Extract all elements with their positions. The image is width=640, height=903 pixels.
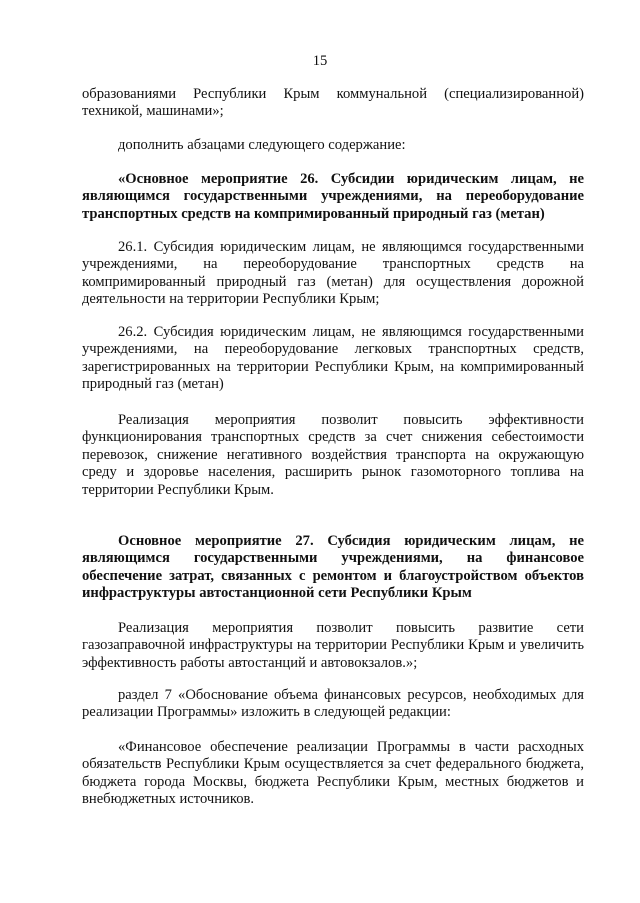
heading-measure-27: Основное мероприятие 27. Субсидия юридическим лицам, не являющимся государственными учреждениями, на финансовое обеспечение затрат, связанных с ремонтом и благоустройством объектов инфраструктуры автостанционной сети Республики Крым — [82, 533, 584, 602]
page-number: 15 — [312, 53, 328, 69]
paragraph-measure-27-effect: Реализация мероприятия позволит повысить развитие сети газозаправочной инфраструктуры на территории Республики Крым и увеличить эффективность работы автостанций и автовокзалов.»; — [82, 620, 584, 671]
paragraph-continuation: образованиями Республики Крым коммунальной (специализированной) техникой, машинами»; — [82, 86, 584, 120]
heading-measure-26: «Основное мероприятие 26. Субсидии юридическим лицам, не являющимся государственными учреждениями, на переоборудование транспортных средств на компримированный природный газ (метан) — [82, 171, 584, 222]
paragraph-section-7-amendment: раздел 7 «Обоснование объема финансовых ресурсов, необходимых для реализации Программы» изложить в следующей редакции: — [82, 687, 584, 721]
paragraph-subsidy-26-1: 26.1. Субсидия юридическим лицам, не являющимся государственными учреждениями, на переоборудование транспортных средств на компримированный природный газ (метан) для осуществления дорожной деятельности на территории Республики Крым; — [82, 239, 584, 308]
paragraph-measure-26-effect: Реализация мероприятия позволит повысить эффективности функционирования транспортных средств за счет снижения себестоимости перевозок, снижение негативного воздействия транспорта на окружающую среду и здоровье населения, расширить рынок газомоторного топлива на территории Республики Крым. — [82, 412, 584, 498]
paragraph-program-financing: «Финансовое обеспечение реализации Программы в части расходных обязательств Республики Крым осуществляется за счет федерального бюджета, бюджета города Москвы, бюджета Республики Крым, местных бюджетов и внебюджетных источников. — [82, 739, 584, 808]
paragraph-amendment-intro: дополнить абзацами следующего содержание: — [118, 137, 406, 153]
paragraph-subsidy-26-2: 26.2. Субсидия юридическим лицам, не являющимся государственными учреждениями, на переоборудование легковых транспортных средств, зарегистрированных на территории Республики Крым, на компримированный природный газ (метан) — [82, 324, 584, 393]
